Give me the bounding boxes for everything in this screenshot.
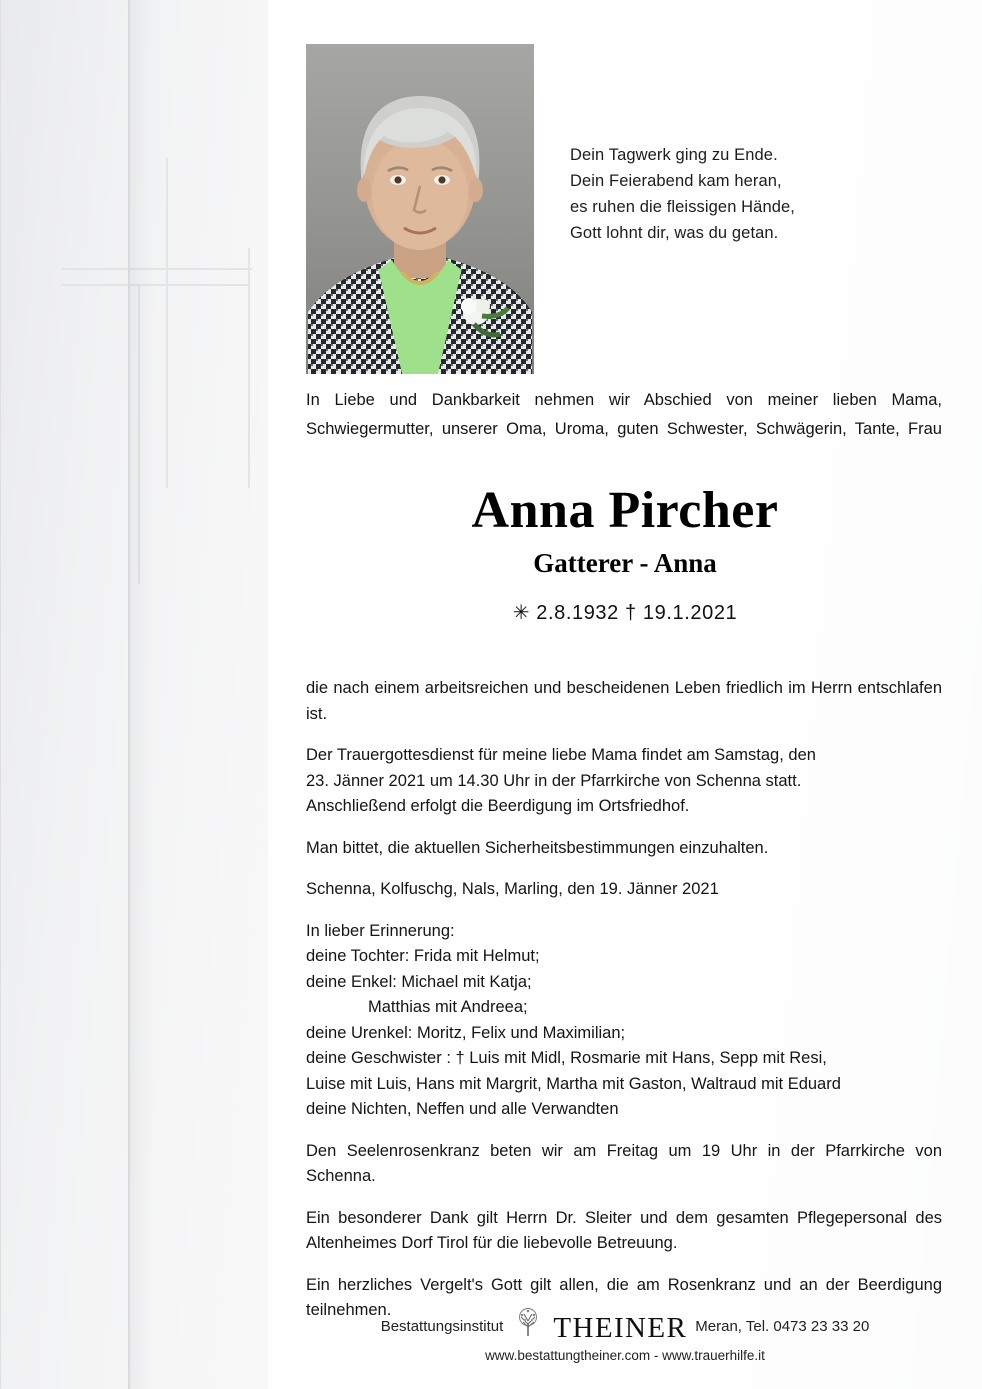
body-paragraph-5: Den Seelenrosenkranz beten wir am Freitag um 19 Uhr in der Pfarrkirche von Schenna. — [306, 1141, 942, 1185]
survivors-line-1: deine Tochter: Frida mit Helmut; — [306, 947, 540, 965]
portrait-illustration — [306, 44, 534, 374]
survivors-line-3-text: Matthias mit Andreea; — [368, 998, 528, 1016]
verse-line-1: Dein Tagwerk ging zu Ende. — [570, 146, 778, 164]
survivors-line-3 — [306, 995, 942, 1021]
deceased-name-block — [268, 480, 982, 625]
body-paragraph-7: Ein herzliches Vergelt's Gott gilt allen, die am Rosenkranz und an der Beerdigung teilnehmen. — [306, 1275, 942, 1319]
footer-main-row — [268, 1307, 982, 1345]
memorial-verse — [570, 142, 900, 246]
verse-line-4: Gott lohnt dir, was du getan. — [570, 224, 779, 242]
survivors-line-4: deine Urenkel: Moritz, Felix und Maximilian; — [306, 1023, 626, 1042]
verse-line-3: es ruhen die fleissigen Hände, — [570, 198, 795, 216]
background-panel-line-5 — [62, 284, 248, 286]
brand-name — [511, 1307, 687, 1345]
survivors-line-7: deine Nichten, Neffen und alle Verwandten — [306, 1100, 619, 1118]
survivors-heading: In lieber Erinnerung: — [306, 921, 455, 940]
life-dates: ✳ 2.8.1932 † 19.1.2021 — [512, 602, 738, 624]
service-line-3: Anschließend erfolgt die Beerdigung im Ortsfriedhof. — [306, 797, 690, 815]
survivors-block — [306, 919, 942, 1123]
deceased-name: Anna Pircher — [471, 482, 779, 539]
body-paragraph-1: die nach einem arbeitsreichen und bescheidenen Leben friedlich im Herrn entschlafen ist. — [306, 679, 942, 723]
intro-paragraph: In Liebe und Dankbarkeit nehmen wir Abschied von meiner lieben Mama, Schwiegermutter, unserer Oma, Uroma, guten Schwester, Schwägerin, Tante, Frau — [306, 391, 942, 438]
body-paragraph-3: Man bittet, die aktuellen Sicherheitsbestimmungen einzuhalten. — [306, 838, 769, 857]
background-edge-left — [0, 0, 1, 1389]
body-paragraph-2 — [306, 743, 942, 820]
notice-card — [268, 0, 982, 1389]
contact-info: Meran, Tel. 0473 23 33 20 — [695, 1317, 870, 1335]
service-line-2: 23. Jänner 2021 um 14.30 Uhr in der Pfarrkirche von Schenna statt. — [306, 771, 802, 790]
places-and-date: Schenna, Kolfuschg, Nals, Marling, den 19. Jänner 2021 — [306, 880, 719, 898]
background-panel-line-4 — [62, 268, 252, 270]
tree-icon — [511, 1312, 553, 1344]
notice-body — [306, 676, 942, 1324]
service-line-1: Der Trauergottesdienst für meine liebe Mama findet am Samstag, den — [306, 746, 816, 764]
survivors-line-2: deine Enkel: Michael mit Katja; — [306, 972, 532, 991]
background-panel-shadow — [128, 0, 154, 1389]
brand-text: THEINER — [553, 1312, 688, 1344]
footer-websites[interactable]: www.bestattungtheiner.com - www.trauerhilfe.it — [485, 1348, 765, 1363]
background-panel-line-3 — [248, 248, 250, 488]
survivors-line-6: Luise mit Luis, Hans mit Margrit, Martha mit Gaston, Waltraud mit Eduard — [306, 1074, 841, 1093]
footer — [268, 1307, 982, 1363]
portrait-photo — [306, 44, 534, 374]
verse-line-2: Dein Feierabend kam heran, — [570, 172, 782, 190]
institute-label: Bestattungsinstitut — [380, 1317, 504, 1335]
deceased-nickname: Gatterer - Anna — [533, 548, 717, 578]
background-panel-line-2 — [166, 158, 168, 488]
survivors-line-5: deine Geschwister : † Luis mit Midl, Rosmarie mit Hans, Sepp mit Resi, — [306, 1049, 827, 1067]
body-paragraph-6: Ein besonderer Dank gilt Herrn Dr. Sleiter und dem gesamten Pflegepersonal des Altenheimes Dorf Tirol für die liebevolle Betreuung. — [306, 1208, 942, 1252]
